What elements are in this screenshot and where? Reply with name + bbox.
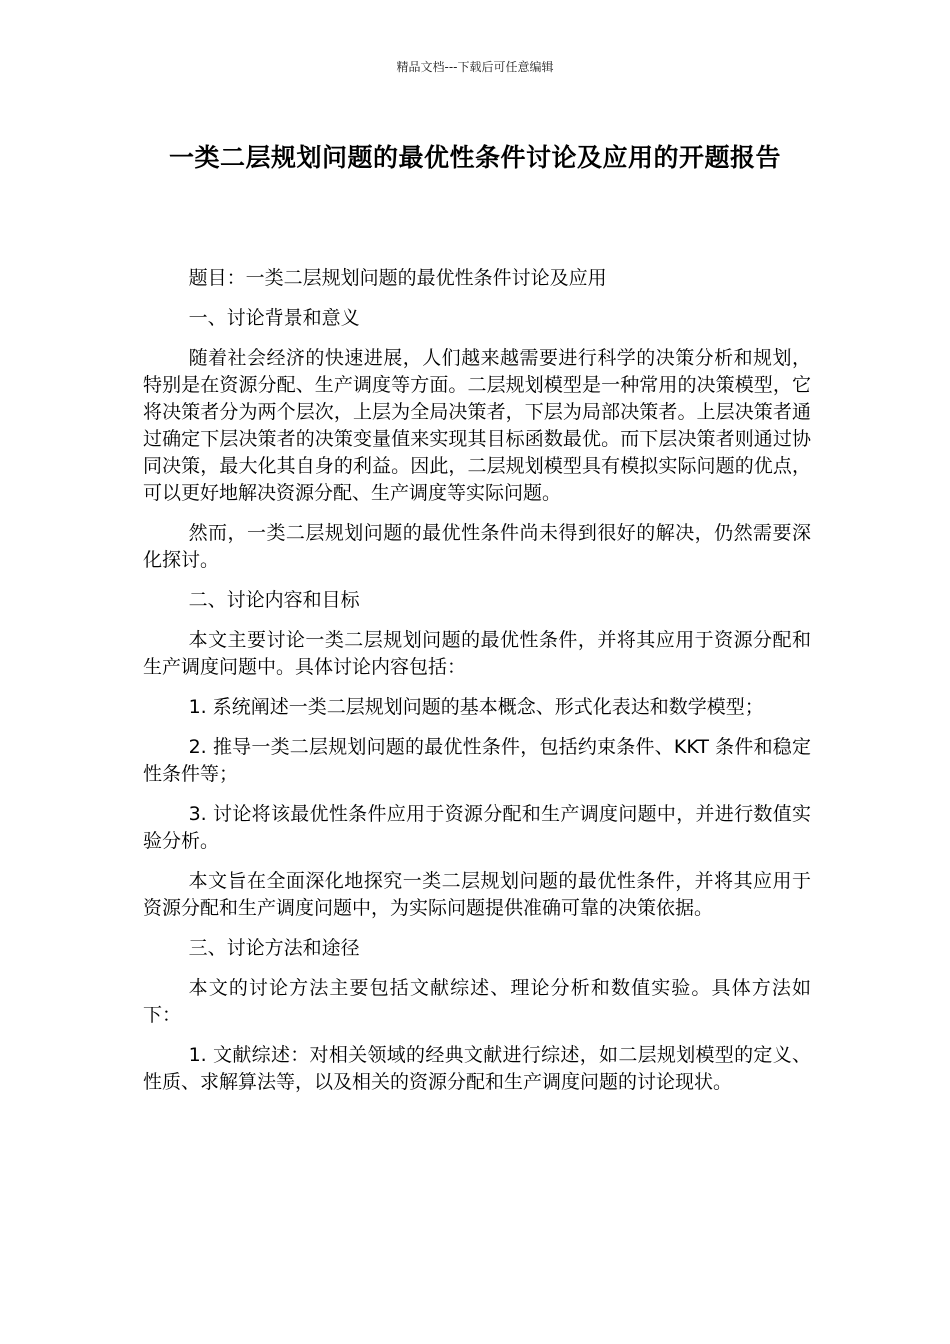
section-heading-content: 二、讨论内容和目标 — [188, 589, 360, 611]
document-body — [143, 265, 811, 1109]
section-heading-background: 一、讨论背景和意义 — [188, 307, 360, 329]
section-heading-method: 三、讨论方法和途径 — [188, 937, 360, 959]
header-note: 精品文档---下载后可任意编辑 — [396, 60, 554, 74]
list-item-content-1: 1. 系统阐述一类二层规划问题的基本概念、形式化表达和数学模型； — [188, 696, 764, 718]
paragraph-content-intro: 本文主要讨论一类二层规划问题的最优性条件，并将其应用于资源分配和生产调度问题中。具体讨论内容包括： — [143, 629, 811, 678]
document-title: 一类二层规划问题的最优性条件讨论及应用的开题报告 — [168, 143, 781, 172]
list-item-content-3: 3. 讨论将该最优性条件应用于资源分配和生产调度问题中，并进行数值实验分析。 — [143, 803, 811, 852]
paragraph-problem: 然而，一类二层规划问题的最优性条件尚未得到很好的解决，仍然需要深化探讨。 — [143, 522, 811, 571]
list-item-content-2: 2. 推导一类二层规划问题的最优性条件，包括约束条件、KKT 条件和稳定性条件等； — [143, 736, 811, 785]
paragraph-method-intro: 本文的讨论方法主要包括文献综述、理论分析和数值实验。具体方法如下： — [143, 977, 811, 1026]
paragraph-goal: 本文旨在全面深化地探究一类二层规划问题的最优性条件，并将其应用于资源分配和生产调度问题中，为实际问题提供准确可靠的决策依据。 — [143, 870, 811, 919]
paragraph-topic: 题目：一类二层规划问题的最优性条件讨论及应用 — [188, 267, 607, 289]
list-item-method-1: 1. 文献综述：对相关领域的经典文献进行综述，如二层规划模型的定义、性质、求解算法等，以及相关的资源分配和生产调度问题的讨论现状。 — [143, 1044, 811, 1093]
paragraph-background: 随着社会经济的快速进展，人们越来越需要进行科学的决策分析和规划，特别是在资源分配、生产调度等方面。二层规划模型是一种常用的决策模型，它将决策者分为两个层次，上层为全局决策者，下层为局部决策者。上层决策者通过确定下层决策者的决策变量值来实现其目标函数最优。而下层决策者则通过协同决策，最大化其自身的利益。因此，二层规划模型具有模拟实际问题的优点，可以更好地解决资源分配、生产调度等实际问题。 — [143, 347, 811, 504]
